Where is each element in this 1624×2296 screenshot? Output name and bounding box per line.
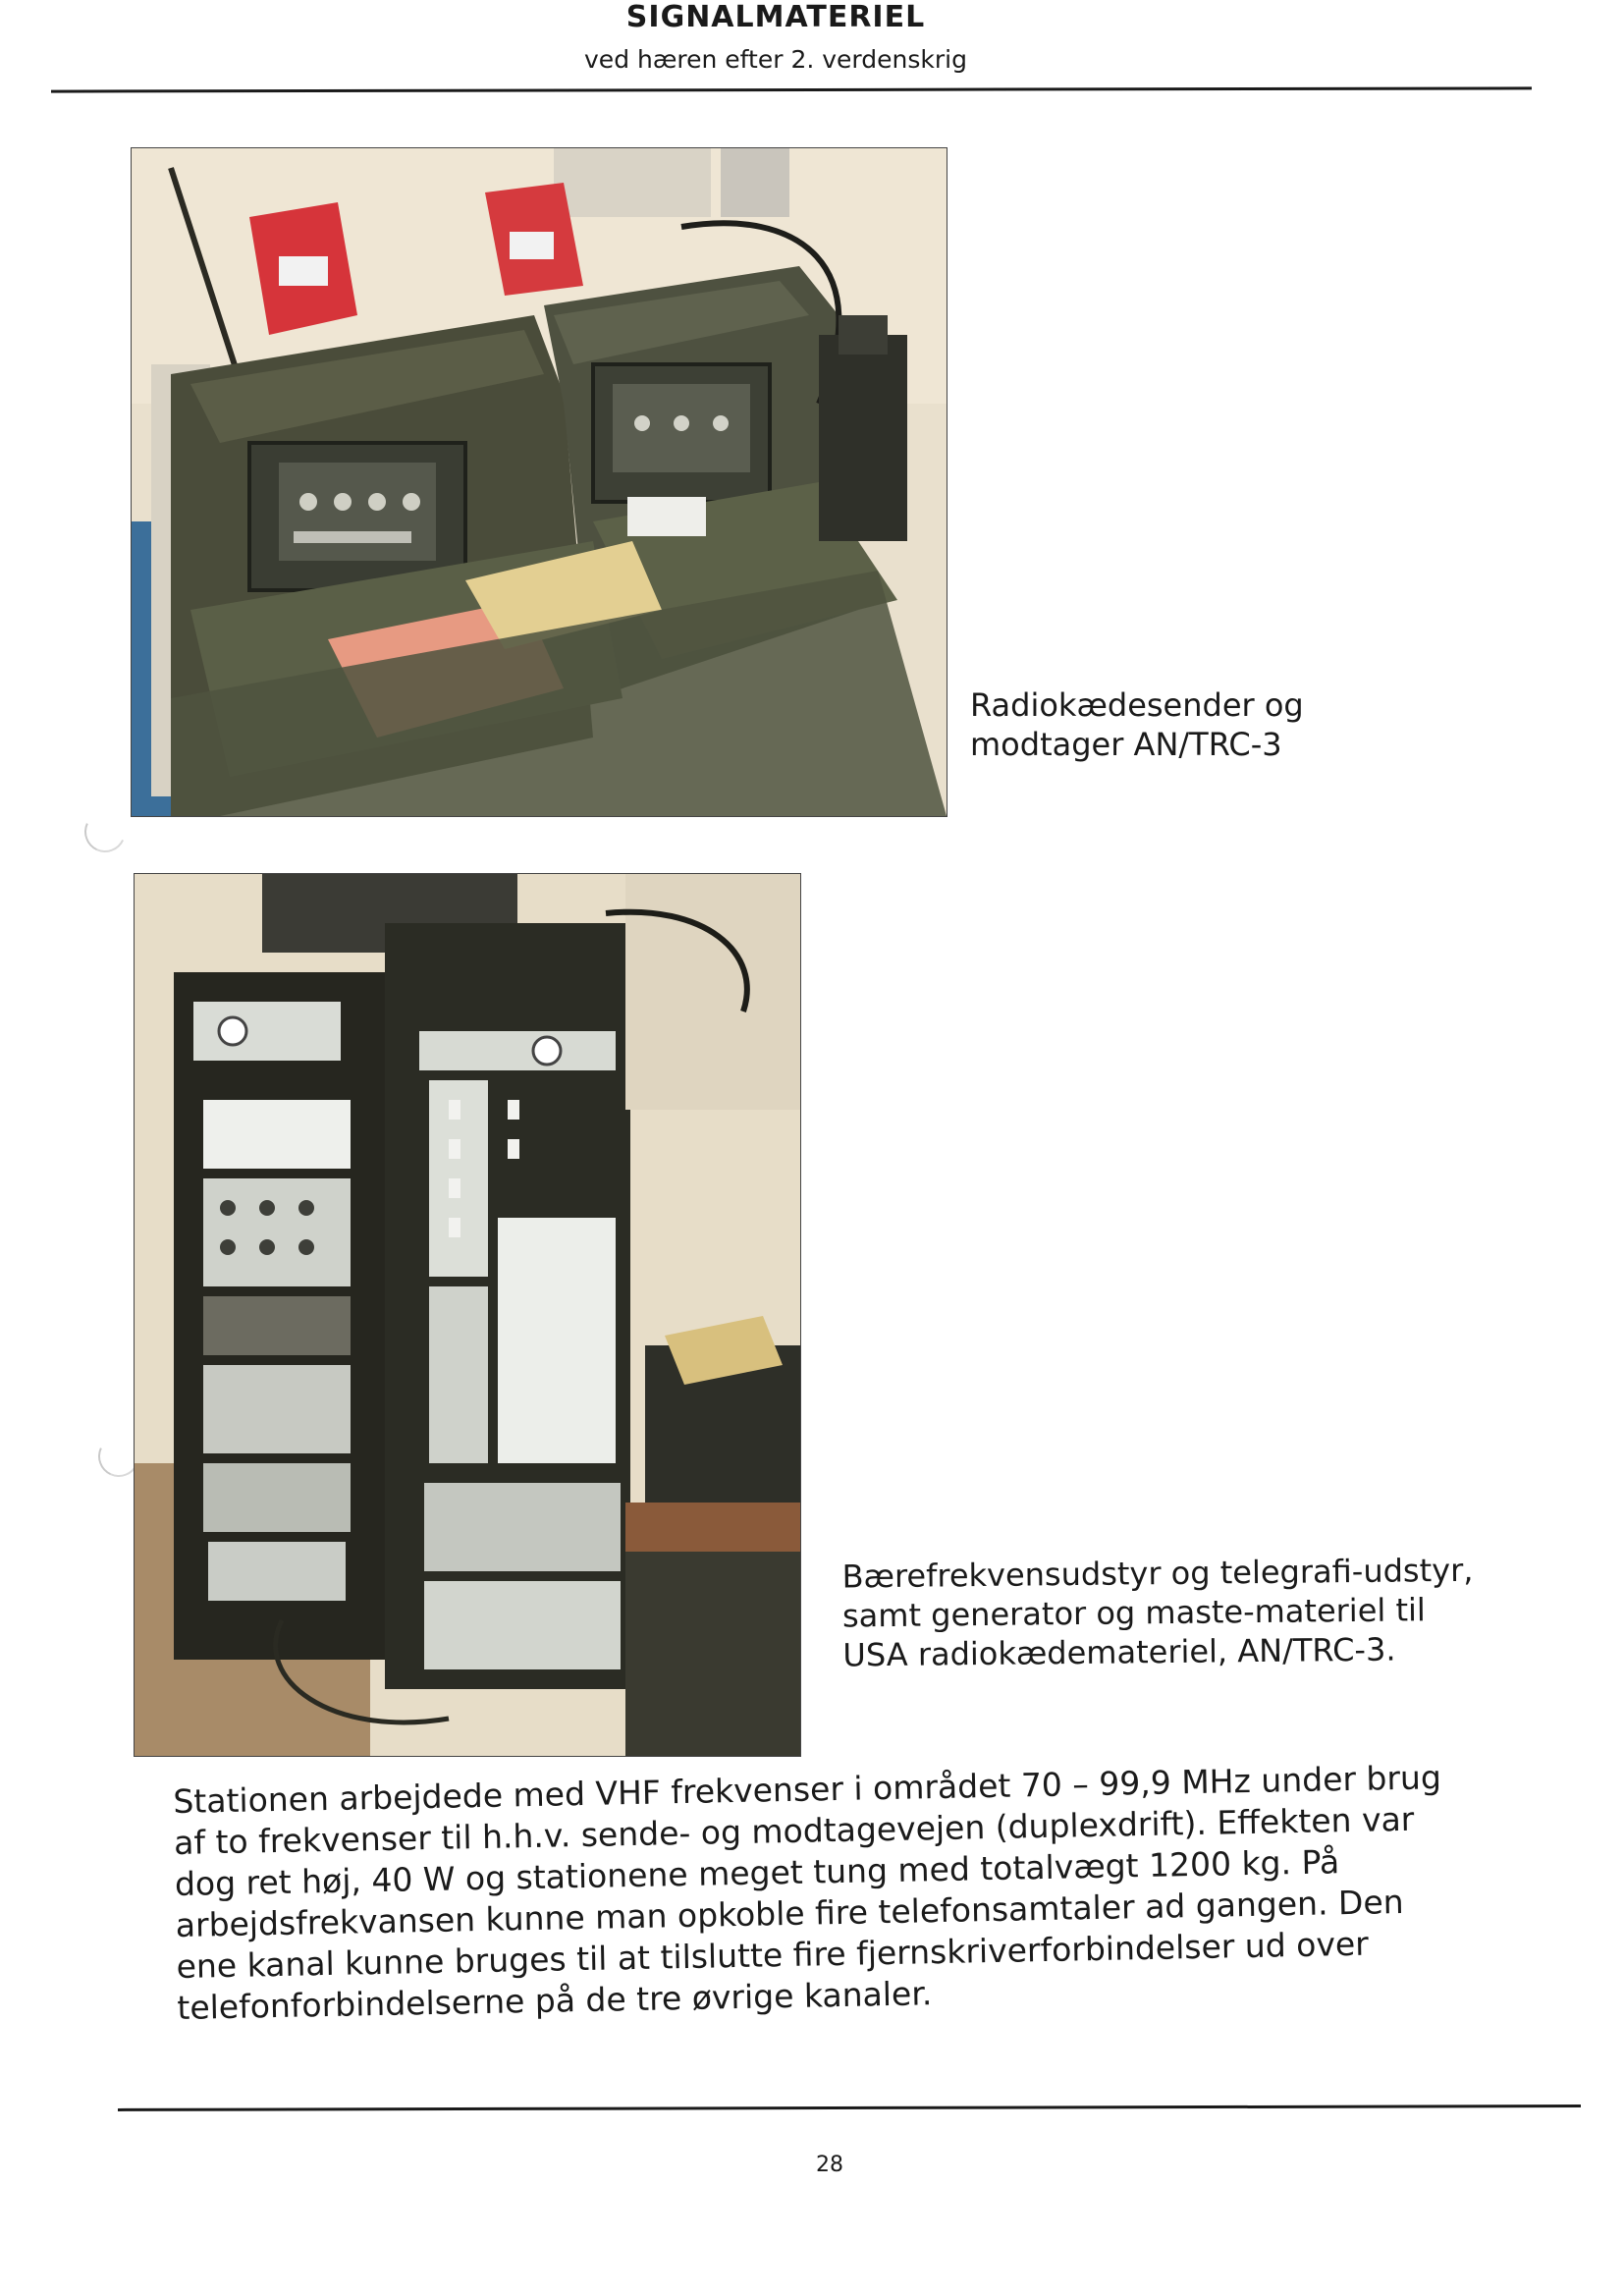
punch-hole bbox=[79, 805, 132, 858]
page-subtitle: ved hæren efter 2. verdenskrig bbox=[584, 45, 967, 74]
body-text: Stationen arbejdede med VHF frekvenser i området 70 – 99,9 MHz under brug af to frekvenser til h.h.v. sende- og modtagevejen (duplexdrift). Effekten var dog ret høj, 40 W og stationene meget tung med totalvægt 1200 kg. På arbejdsfrekvansen kunne man opkoble fire telefonsamtaler ad gangen. Den ene kanal kunne bruges til at tilslutte fire fjernskriverforbindelser ud over telefonforbindelserne på de tre øvrige kanaler. bbox=[173, 1758, 1442, 2027]
header-divider bbox=[51, 86, 1532, 92]
photo-caption: Radiokædesender og modtager AN/TRC-3 bbox=[970, 686, 1304, 763]
carrier-equipment-photo bbox=[134, 873, 801, 1757]
body-paragraph bbox=[173, 1757, 1454, 2029]
page-title: SIGNALMATERIEL bbox=[625, 0, 926, 34]
page-number: 28 bbox=[816, 2153, 843, 2177]
footer-divider bbox=[118, 2105, 1581, 2111]
radio-equipment-photo bbox=[131, 147, 947, 817]
photo-caption: Bærefrekvensudstyr og telegrafi-udstyr, samt generator og maste-materiel til USA radiokædemateriel, AN/TRC-3. bbox=[841, 1551, 1474, 1674]
